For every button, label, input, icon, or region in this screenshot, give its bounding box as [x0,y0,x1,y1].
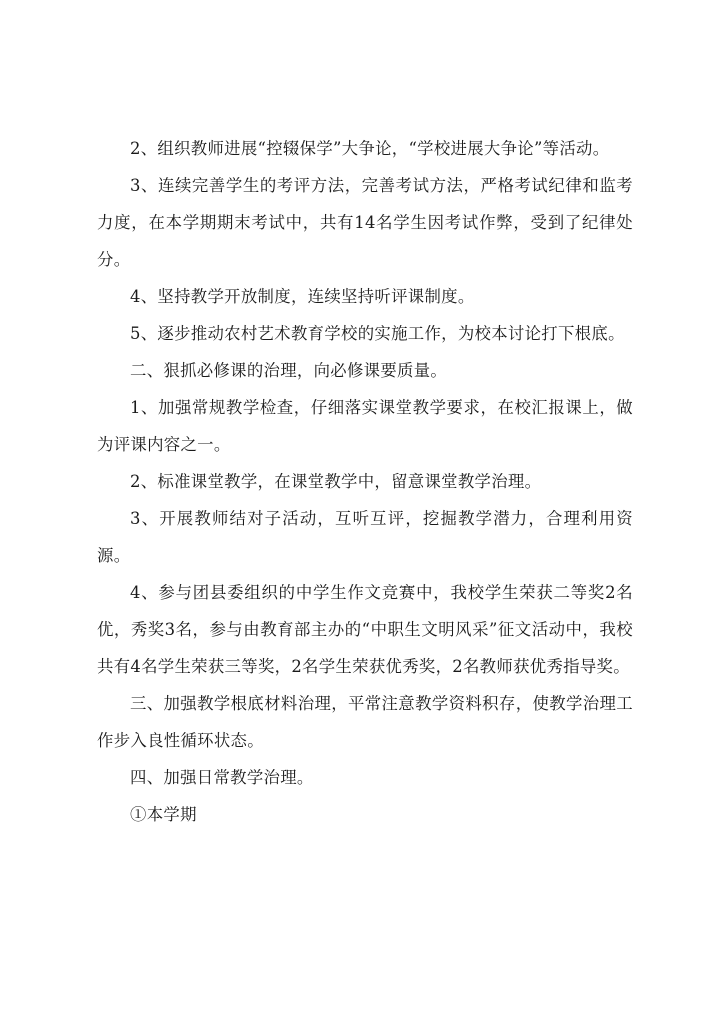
paragraph-6: 2、标准课堂教学，在课堂教学中，留意课堂教学治理。 [130,472,542,491]
section-heading-4: 四、加强日常教学治理。 [130,768,314,787]
document-body [97,130,633,833]
section-heading-2: 二、狠抓必修课的治理，向必修课要质量。 [130,361,448,380]
paragraph-1: 2、组织教师进展“控辍保学”大争论，“学校进展大争论”等活动。 [130,139,610,158]
section-heading-3: 三、加强教学根底材料治理，平常注意教学资料积存，使教学治理工作步入良性循环状态。 [97,694,633,750]
paragraph-4: 5、逐步推动农村艺术教育学校的实施工作，为校本讨论打下根底。 [130,324,625,343]
paragraph-8: 4、参与团县委组织的中学生作文竞赛中，我校学生荣获二等奖2名优，秀奖3名，参与由教育部主办的“中职生文明风采”征文活动中，我校共有4名学生荣获三等奖，2名学生荣获优秀奖，2名教师获优秀指导奖。 [97,583,633,676]
paragraph-2: 3、连续完善学生的考评方法，完善考试方法，严格考试纪律和监考力度，在本学期期末考试中，共有14名学生因考试作弊，受到了纪律处分。 [97,176,633,269]
paragraph-3: 4、坚持教学开放制度，连续坚持听评课制度。 [130,287,475,306]
paragraph-5: 1、加强常规教学检查，仔细落实课堂教学要求，在校汇报课上，做为评课内容之一。 [97,398,633,454]
paragraph-7: 3、开展教师结对子活动，互听互评，挖掘教学潜力，合理利用资源。 [97,509,633,565]
paragraph-9: ①本学期 [130,805,197,824]
